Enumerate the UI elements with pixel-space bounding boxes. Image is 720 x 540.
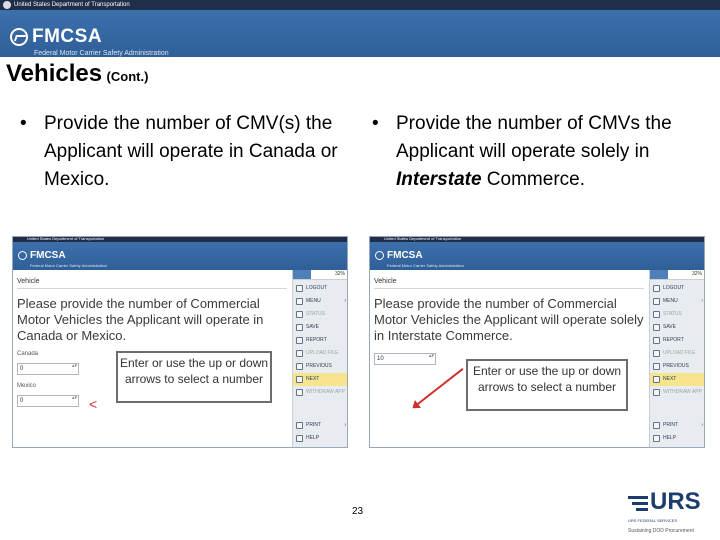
save-icon xyxy=(653,324,660,331)
sidebar-item-label: MENU xyxy=(306,298,321,304)
sidebar-item-label: NEXT xyxy=(306,376,320,382)
sidebar-item-next[interactable] xyxy=(293,373,348,386)
question-prompt: Please provide the number of Commercial Motor Vehicles the Applicant will operate solely in Interstate Commerce. xyxy=(374,296,644,343)
sidebar-item-previous[interactable] xyxy=(650,360,705,373)
interstate-number-input[interactable]: 10 ▴▾ xyxy=(374,353,436,365)
sidebar-item-label: PRINT xyxy=(663,422,678,428)
sidebar-item-label: STATUS xyxy=(663,311,682,317)
save-icon xyxy=(296,324,303,331)
question-prompt: Please provide the number of Commercial Motor Vehicles the Applicant will operate in Canada or Mexico. xyxy=(17,296,264,343)
sidebar-item-status[interactable] xyxy=(650,308,705,321)
sidebar-item-logout[interactable] xyxy=(293,282,348,295)
withdraw-icon xyxy=(653,389,660,396)
canada-label: Canada xyxy=(17,351,39,357)
sidebar-item-help[interactable] xyxy=(650,432,705,445)
sidebar-item-label: HELP xyxy=(306,435,320,441)
sidebar-item-previous[interactable] xyxy=(293,360,348,373)
sidebar-item-label: STATUS xyxy=(306,311,325,317)
mini-brand-subtitle: Federal Motor Carrier Safety Administration xyxy=(387,263,464,268)
bullet-marker: • xyxy=(372,113,379,134)
logout-icon xyxy=(653,285,660,292)
menu-icon xyxy=(296,298,303,305)
progress-bar xyxy=(650,270,705,280)
sidebar-item-label: WITHDRAW APP xyxy=(663,389,702,395)
screenshot-interstate xyxy=(369,236,705,448)
help-icon xyxy=(296,435,303,442)
urs-mark-icon xyxy=(628,494,648,516)
sidebar-item-save[interactable] xyxy=(650,321,705,334)
withdraw-icon xyxy=(296,389,303,396)
fmcsa-logo-icon xyxy=(375,251,384,260)
urs-tagline: URS FEDERAL SERVICES xyxy=(628,518,678,523)
section-title: Vehicle xyxy=(17,278,40,285)
canada-number-input[interactable]: 0 ▴▾ xyxy=(17,363,79,375)
fmcsa-logo-icon xyxy=(18,251,27,260)
mini-brand: FMCSA xyxy=(30,250,66,261)
sidebar-item-logout[interactable] xyxy=(650,282,705,295)
sidebar-item-help[interactable] xyxy=(293,432,348,445)
sidebar-item-menu[interactable] xyxy=(293,295,348,308)
mini-banner xyxy=(13,242,347,270)
red-arrow-icon: < xyxy=(89,396,98,412)
print-icon xyxy=(296,422,303,429)
sidebar-item-label: LOGOUT xyxy=(306,285,328,291)
sidebar-item-label: UPLOAD FILE xyxy=(306,350,339,356)
sidebar-item-withdraw-app[interactable] xyxy=(293,386,348,399)
chevron-right-icon: › xyxy=(344,298,346,304)
bullet-emphasis: Interstate xyxy=(396,169,482,190)
mini-department: United States Department of Transportation xyxy=(27,236,105,241)
mini-sidebar xyxy=(292,270,348,448)
sidebar-item-withdraw-app[interactable] xyxy=(650,386,705,399)
print-icon xyxy=(653,422,660,429)
brand-subtitle: Federal Motor Carrier Safety Administration xyxy=(34,50,169,57)
sidebar-item-label: SAVE xyxy=(663,324,676,330)
red-arrow-icon xyxy=(413,368,463,408)
chevron-right-icon: › xyxy=(701,422,703,428)
urs-subline: Sustaining DOD Procurement xyxy=(628,528,694,534)
progress-fill xyxy=(293,270,311,279)
bullet-text: Provide the number of CMV(s) the Applicant will operate in Canada or Mexico. xyxy=(44,113,338,190)
progress-label: 32% xyxy=(334,271,345,277)
sidebar-item-upload-file[interactable] xyxy=(650,347,705,360)
previous-icon xyxy=(296,363,303,370)
report-icon xyxy=(296,337,303,344)
sidebar-item-label: WITHDRAW APP xyxy=(306,389,345,395)
dot-seal-icon xyxy=(3,1,11,9)
bullet-canada-mexico xyxy=(20,110,360,200)
sidebar-item-label: PREVIOUS xyxy=(663,363,689,369)
progress-label: 32% xyxy=(691,271,702,277)
fmcsa-banner xyxy=(0,10,720,57)
upload-icon xyxy=(653,350,660,357)
status-icon xyxy=(296,311,303,318)
mexico-number-input[interactable]: 0 ▴▾ xyxy=(17,395,79,407)
sidebar-item-label: REPORT xyxy=(306,337,327,343)
mini-brand: FMCSA xyxy=(387,250,423,261)
instruction-callout: Enter or use the up or down arrows to select a number xyxy=(116,351,272,403)
help-icon xyxy=(653,435,660,442)
next-icon xyxy=(296,376,303,383)
bullet-text-before: Provide the number of CMVs the Applicant will operate solely in xyxy=(396,113,672,162)
bullet-text xyxy=(396,110,716,194)
chevron-right-icon: › xyxy=(344,422,346,428)
status-icon xyxy=(653,311,660,318)
slide-title xyxy=(6,60,148,88)
menu-icon xyxy=(653,298,660,305)
sidebar-item-upload-file[interactable] xyxy=(293,347,348,360)
screenshot-canada-mexico xyxy=(12,236,348,448)
department-name: United States Department of Transportation xyxy=(14,2,130,8)
progress-bar xyxy=(293,270,348,280)
report-icon xyxy=(653,337,660,344)
instruction-callout: Enter or use the up or down arrows to select a number xyxy=(466,359,628,411)
sidebar-item-label: REPORT xyxy=(663,337,684,343)
page-number: 23 xyxy=(352,506,364,517)
mini-department: United States Department of Transportation xyxy=(384,236,462,241)
mini-sidebar xyxy=(649,270,705,448)
fmcsa-logo-icon xyxy=(10,28,28,46)
urs-wordmark: URS xyxy=(650,488,701,515)
sidebar-item-label: PREVIOUS xyxy=(306,363,332,369)
bullet-text-after: Commerce. xyxy=(481,169,585,190)
sidebar-item-menu[interactable] xyxy=(650,295,705,308)
mini-brand-subtitle: Federal Motor Carrier Safety Administration xyxy=(30,263,107,268)
sidebar-item-next[interactable] xyxy=(650,373,705,386)
sidebar-item-report[interactable] xyxy=(293,334,348,347)
mexico-label: Mexico xyxy=(17,383,37,389)
sidebar-item-label: SAVE xyxy=(306,324,319,330)
dot-header-strip xyxy=(0,0,720,10)
slide-title-suffix: (Cont.) xyxy=(106,69,149,84)
logout-icon xyxy=(296,285,303,292)
chevron-right-icon: › xyxy=(701,298,703,304)
sidebar-item-print[interactable] xyxy=(293,419,348,432)
sidebar-item-label: LOGOUT xyxy=(663,285,685,291)
upload-icon xyxy=(296,350,303,357)
sidebar-item-status[interactable] xyxy=(293,308,348,321)
bullet-interstate xyxy=(372,110,717,200)
divider xyxy=(17,288,287,289)
sidebar-item-label: HELP xyxy=(663,435,677,441)
sidebar-item-label: MENU xyxy=(663,298,678,304)
sidebar-item-print[interactable] xyxy=(650,419,705,432)
sidebar-item-label: NEXT xyxy=(663,376,677,382)
bullet-marker: • xyxy=(20,113,27,134)
progress-fill xyxy=(650,270,668,279)
urs-logo xyxy=(624,490,716,538)
sidebar-item-label: UPLOAD FILE xyxy=(663,350,696,356)
brand-name: FMCSA xyxy=(32,26,103,47)
previous-icon xyxy=(653,363,660,370)
divider xyxy=(374,288,644,289)
next-icon xyxy=(653,376,660,383)
sidebar-item-save[interactable] xyxy=(293,321,348,334)
sidebar-item-label: PRINT xyxy=(306,422,321,428)
mini-banner xyxy=(370,242,704,270)
section-title: Vehicle xyxy=(374,278,397,285)
slide-title-main: Vehicles xyxy=(6,60,103,87)
sidebar-item-report[interactable] xyxy=(650,334,705,347)
